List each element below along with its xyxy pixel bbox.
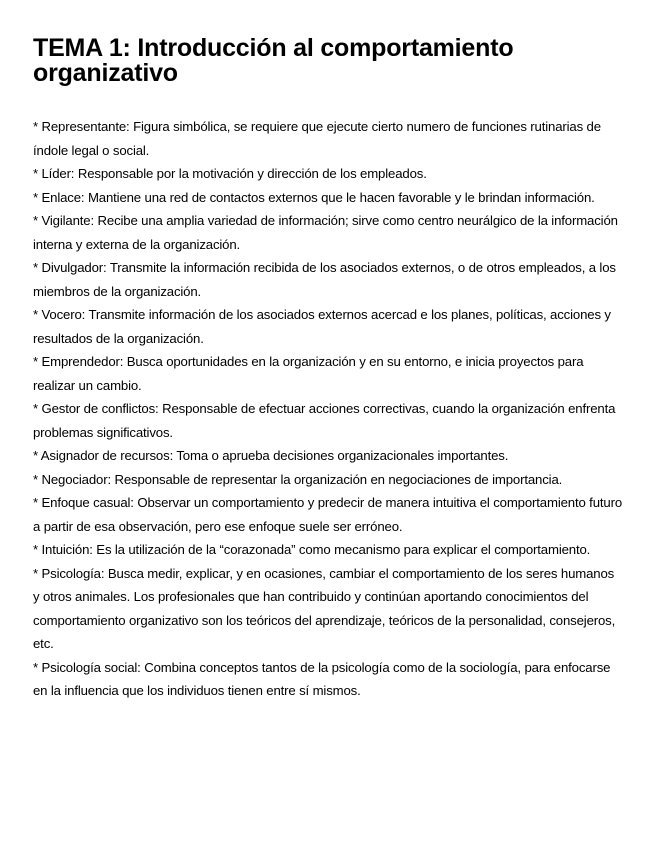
paragraph-lider: * Líder: Responsable por la motivación y dirección de los empleados. [33, 166, 427, 181]
document-body [33, 115, 622, 703]
paragraph-vigilante: * Vigilante: Recibe una amplia variedad de información; sirve como centro neurálgico de la información interna y externa de la organización. [33, 213, 618, 252]
paragraph-enfoque-casual: * Enfoque casual: Observar un comportamiento y predecir de manera intuitiva el comportamiento futuro a partir de esa observación, pero ese enfoque suele ser erróneo. [33, 495, 623, 534]
paragraph-enlace: * Enlace: Mantiene una red de contactos externos que le hacen favorable y le brindan información. [33, 189, 595, 205]
paragraph-psicologia: * Psicología: Busca medir, explicar, y en ocasiones, cambiar el comportamiento de los seres humanos y otros animales. Los profesionales que han contribuido y continúan aportando conocimientos del comportamiento organizativo son los teóricos del aprendizaje, teóricos de la personalidad, consejeros, etc. [33, 565, 616, 651]
document-title [33, 36, 622, 86]
paragraph-vocero: * Vocero: Transmite información de los asociados externos acercad e los planes, políticas, acciones y resultados de la organización. [33, 307, 611, 346]
paragraph-gestor-de-conflictos: * Gestor de conflictos: Responsable de efectuar acciones correctivas, cuando la organización enfrenta problemas significativos. [33, 401, 616, 440]
paragraph-emprendedor: * Emprendedor: Busca oportunidades en la organización y en su entorno, e inicia proyectos para realizar un cambio. [33, 354, 584, 393]
title-line-2: organizativo [33, 59, 178, 87]
paragraph-asignador-de-recursos: * Asignador de recursos: Toma o aprueba decisiones organizacionales importantes. [33, 448, 509, 463]
title-line-1: TEMA 1: Introducción al comportamiento [33, 34, 514, 62]
paragraph-representante: * Representante: Figura simbólica, se requiere que ejecute cierto numero de funciones rutinarias de índole legal o social. [33, 119, 601, 158]
paragraph-divulgador: * Divulgador: Transmite la información recibida de los asociados externos, o de otros empleados, a los miembros de la organización. [33, 260, 616, 299]
paragraph-negociador: * Negociador: Responsable de representar la organización en negociaciones de importancia. [33, 471, 563, 487]
paragraph-psicologia-social: * Psicología social: Combina conceptos tantos de la psicología como de la sociología, para enfocarse en la influencia que los individuos tienen entre sí mismos. [33, 659, 611, 698]
paragraph-intuicion: * Intuición: Es la utilización de la “corazonada” como mecanismo para explicar el comportamiento. [33, 542, 591, 557]
